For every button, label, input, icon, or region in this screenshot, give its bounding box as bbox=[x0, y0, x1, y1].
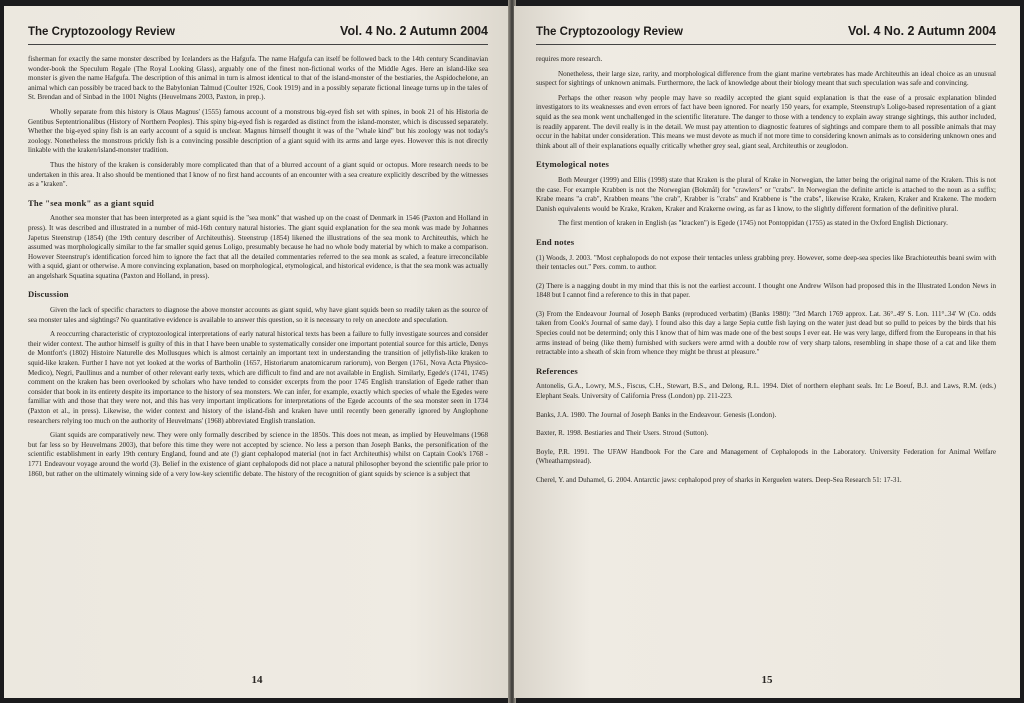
right-page bbox=[514, 6, 1020, 698]
page-number: 14 bbox=[251, 674, 263, 686]
section-heading: Etymological notes bbox=[536, 159, 610, 170]
paragraph: Both Meurger (1999) and Ellis (1998) state that Kraken is the plural of Krake in Norwegian, the latter being the original name of the Kraken. This is not the case. For example Krabben is not the Norwegian (Bokmål) for "crawlers" or "crabs". In Norwegian the definite article is attached to the noun as a suffix; Krabe means "a crab", Krabben means "the crab", Krabber is "crabs" and Krabbene is "the crabs", likewise Krake, Kraken, Kraker and Krakene. The modern Danish equivalents would be Krake, Kraken, Kraker and Krakerne owing, as far as I know, to the slightly different formation of the definitive plural. bbox=[536, 175, 996, 213]
journal-title: The Cryptozoology Review bbox=[28, 26, 175, 38]
paragraph: Another sea monster that has been interpreted as a giant squid is the "sea monk" that washed up on the coast of Denmark in 1546 (Paxton and Holland in press). It was described and illustrated in a number of mid-16th century natural histories. The giant squid explanation for the sea monk was made by Johannes Japetus Steenstrup (1854) (the 19th century describer of Architeuthis). Steenstrup (1854) likened the illustrations of the sea monk to Architeuthis, which he assumed was morphologically similar to the far smaller squid genus Loligo, presumably because he had no whole body material by which to make a comparison. However Steenstrup's identification forced him to ignore the fact that all the detailed commentaries referred to the sea monk as scaled, a feature irreconcilable with a squid, giant or otherwise. A more convincing explanation, based on morphological, etymological, and historical evidence, is that the sea monk was actually an angelshark Squatina squatina (Paxton and Holland, in press). bbox=[28, 214, 488, 280]
reference-item: Antonelis, G.A., Lowry, M.S., Fiscus, C.H., Stewart, B.S., and Delong, R.L. 1994. Diet of northern elephant seals. In: Le Boeuf, B.J. and Laws, R.M. (eds.) Elephant Seals. University of California Press (London) pp. 211-223. bbox=[536, 382, 996, 401]
page-header bbox=[536, 24, 996, 45]
left-page bbox=[4, 6, 510, 698]
paragraph: Wholly separate from this history is Olaus Magnus' (1555) famous account of a monstrous big-eyed fish set with spines, in book 21 of his Historia de Gentibus Septentrionalibus (History of Northern Peoples). This spiny big-eyed fish is regarded as distinct from the island-monster, which is discussed separately. Whether the big-eyed spiny fish is an early account of a squid is unclear. Magnus himself thought it was of the "whale kind" but his zoology was not today's zoology. Nonetheless the monstrous prickly fish is a convincing possible description of a giant squid with its arms and large eyes. However this is not directly linkable with the kraken/island-monster tradition. bbox=[28, 107, 488, 155]
end-note: (1) Woods, J. 2003. "Most cephalopods do not expose their tentacles unless grabbing prey. However, some deep-sea species like Brachioteuthis beani swim with their tentacles out." Pers. comm. to author. bbox=[536, 253, 996, 272]
paragraph: Perhaps the other reason why people may have so readily accepted the giant squid explanation is that the ease of a prosaic explanation blinded investigators to its weaknesses and even errors of fact have been ignored. For nearly 150 years, for example, Steenstrup's Loligo-based representation of a giant squid as the sea monk went unchallenged in the scientific literature. The danger to those with a tendency to explain away strange sightings, this author included, is readily apparent. The devil really is in the detail. We must pay attention to diagnostic features of sightings and compare them to all possible animals that may occur in the habitat under consideration. This means we must devote as much if not more time to considering known animals as to considering unknown ones and think about all of their explanations equally critically whether grey seal, giant seal, Architeuthis or zeuglodon. bbox=[536, 93, 996, 150]
issue-label: Vol. 4 No. 2 Autumn 2004 bbox=[848, 24, 996, 38]
page-header bbox=[28, 24, 488, 45]
journal-title: The Cryptozoology Review bbox=[536, 26, 683, 38]
paragraph: requires more research. bbox=[536, 55, 603, 63]
end-note: (3) From the Endeavour Journal of Joseph Banks (reproduced verbatim) (Banks 1980): "3rd March 1769 approx. Lat. 36°..49' S. Lon. 111°..34' W (Co. odds taken from Cook's Journal of same day). I found also this day a large Sepia cuttle fish laying on the water just dead but so pulld to peices by the birds that his Species could not be determind; only this I know that of him was made one of the best soups I ever eat. He was very large, differd from the Europeans in that his arms instead of being (like them) furnished with suckers were armd with a double row of very sharp talons, resembling in shape those of a cat and like them retractable into a sheath of skin from whence they might be thrust at pleasure." bbox=[536, 309, 996, 357]
page-number: 15 bbox=[761, 674, 773, 686]
end-note: (2) There is a nagging doubt in my mind that this is not the earliest account. I thought one Andrew Wilson had proposed this in the Illustrated London News in 1848 but I cannot find a reference to this in that paper. bbox=[536, 281, 996, 300]
section-heading: The "sea monk" as a giant squid bbox=[28, 197, 155, 208]
paragraph: Thus the history of the kraken is considerably more complicated than that of a blurred account of a giant squid or octopus. More research needs to be undertaken in this area. It also should be mentioned that I know of no first hand accounts of an encounter with a sea creature explicitly described by the witnesses as a "kraken". bbox=[28, 160, 488, 189]
paragraph: Nonetheless, their large size, rarity, and morphological difference from the giant marine vertebrates has made Architeuthis an ideal choice as an unusual suspect for sightings of unknown animals. Furthermore, the lack of knowledge about their biology meant that such speculation was safe and convincing. bbox=[536, 69, 996, 88]
paragraph: Giant squids are comparatively new. They were only formally described by science in the 1850s. This does not mean, as implied by Heuvelmans (1968 but far less so by Heuvelmans 2003), that before this time they were not accepted by science. No less a person than Joseph Banks, the personification of the scientific establishment in early 19th century England, found and ate (!) giant cephalopod material (not in fact Architeuthis) whilst on Captain Cook's 1768 - 1771 Endeavour voyage around the world (3). Belief in the existence of giant cephalopods did not place a natural philosopher beyond the scientific pale prior to 1860, but rather on the ultimately winning side of a very low-key scientific debate. The history of the recognition of giant squids by science is a subject that bbox=[28, 431, 488, 478]
section-heading: Discussion bbox=[28, 289, 69, 300]
paragraph: The first mention of kraken in English (as "kracken") is Egede (1745) not Pontoppidan (1755) as stated in the Oxford English Dictionary. bbox=[558, 219, 948, 228]
right-column bbox=[536, 55, 996, 486]
reference-item: Boyle, P.R. 1991. The UFAW Handbook For the Care and Management of Cephalopods in the Laboratory. University Federation for Animal Welfare (Wheathampstead). bbox=[536, 447, 996, 466]
end-notes bbox=[536, 254, 996, 358]
section-heading: End notes bbox=[536, 236, 575, 247]
left-column bbox=[28, 55, 488, 479]
paragraph: fisherman for exactly the same monster described by Icelanders as the Hafgufa. The name Hafgufa can itself be followed back to the 14th century Scandinavian wonder-book the Speculum Regale (The Royal Looking Glass), arguably one of the finest non-fictional works of the Middle Ages. Here an island-like sea monster is given the name Hafgufa. The description of this animal in turn is almost identical to that of the island-monster of the bestiaries, the Aspidochelone, an animal which can possibly be traced back to the Babylonian Talmud (Coulter 1926, Cook 1919) and in a possibly separate fictional lineage turns up in the tales of St. Brendan and of Sinbad in the 1001 Nights (Heuvelmans 2003, Paxton, in prep.). bbox=[28, 55, 488, 102]
paragraph: A reoccurring characteristic of cryptozoological interpretations of early natural historical texts has been a failure to fully investigate sources and consider their wider context. The author himself is guilty of this in that I have been unable to systematically consider one important potential source for this article, Denys de Montfort's (1802) Histoire Naturelle des Mollusques which is almost certainly an important text in understanding the transition of jellyfish-like kraken to squid-like kraken. Further I have not yet looked at the works of Bartholin (1657, Historiarum anatomicarum rariorum), von Bergen (1761, Nova Acta Physico-Medico), Negri, Paullinus and a number of other relevant early texts, which are difficult to find and are not available in English. Similarly, Egede's (1741, 1745) comment on the kraken has been overlooked by scholars who have tended to consider excerpts from the poor 1745 English translation of Egede rather than consider that book in its entirety despite its importance to the history of sea monsters. We can infer, for example, exactly which species of whale the Egedes were familiar with and those that they were not, and this has very important implications for interpretations of the Egede accounts of the sea monster seen in 1734 (Paxton et al., in press). Likewise, the wider context and history of the island-fish and kraken have until recently been generally ignored by Anglophone researchers relying too much on the authority of Heuvelmans' (1968) abbreviated English translation. bbox=[28, 330, 488, 425]
references-list bbox=[536, 382, 996, 485]
section-heading: References bbox=[536, 365, 578, 376]
reference-item: Cherel, Y. and Duhamel, G. 2004. Antarctic jaws: cephalopod prey of sharks in Kerguelen waters. Deep-Sea Research 51: 17-31. bbox=[536, 476, 902, 484]
paragraph: Given the lack of specific characters to diagnose the above monster accounts as giant squid, why have giant squids been so readily taken as the source of sea monster tales and sightings? No quantitative evidence is available to answer this question, so it is necessary to rely on anecdote and speculation. bbox=[28, 306, 488, 324]
reference-item: Baxter, R. 1998. Bestiaries and Their Users. Stroud (Sutton). bbox=[536, 429, 709, 438]
issue-label: Vol. 4 No. 2 Autumn 2004 bbox=[340, 24, 488, 38]
reference-item: Banks, J.A. 1980. The Journal of Joseph Banks in the Endeavour. Genesis (London). bbox=[536, 410, 777, 419]
